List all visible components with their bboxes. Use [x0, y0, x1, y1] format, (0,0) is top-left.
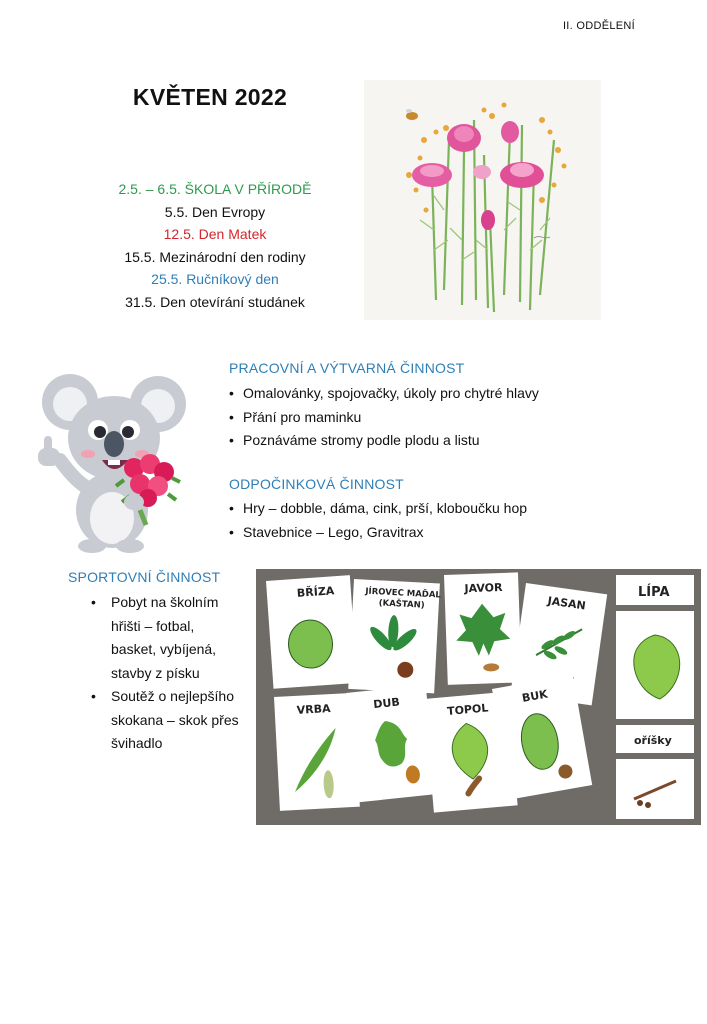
event-item: 25.5. Ručníkový den	[151, 271, 279, 287]
card-orisky	[616, 759, 694, 819]
list-item: • Přání pro maminku	[229, 406, 539, 430]
event-item: 2.5. – 6.5. ŠKOLA V PŘÍRODĚ	[118, 181, 312, 197]
card-javor	[444, 572, 522, 685]
card-vrba	[274, 693, 360, 811]
art-activities-list	[229, 382, 539, 453]
card-dub	[346, 685, 437, 803]
card-label: (KAŠTAN)	[378, 598, 425, 611]
list-item: • Soutěž o nejlepšího skokana – skok přes švihadlo	[89, 685, 239, 756]
list-item: • Pobyt na školním hřišti – fotbal, basket, vybíjená, stavby z písku	[89, 591, 239, 685]
events-list	[90, 178, 340, 313]
card-label: TOPOL	[446, 701, 489, 719]
flowers-watercolor-image	[364, 80, 601, 320]
department-label: II. ODDĚLENÍ	[562, 20, 635, 32]
section-title-sport: SPORTOVNÍ ČINNOST	[68, 569, 221, 585]
section-title-art: PRACOVNÍ A VÝTVARNÁ ČINNOST	[229, 360, 465, 376]
card-lipa	[616, 611, 694, 719]
list-item: • Omalovánky, spojovačky, úkoly pro chytré hlavy	[229, 382, 539, 406]
card-label: JASAN	[546, 594, 587, 613]
tree-cards-image	[256, 569, 701, 825]
card-kastan	[348, 579, 442, 693]
list-item: • Stavebnice – Lego, Gravitrax	[229, 521, 527, 545]
rest-activities-list	[229, 497, 527, 544]
page-title: KVĚTEN 2022	[132, 84, 288, 110]
event-item: 5.5. Den Evropy	[164, 203, 266, 220]
card-label: DUB	[372, 695, 401, 712]
card-label: JÍROVEC MAĎAL	[365, 586, 442, 601]
card-label: JAVOR	[464, 580, 503, 596]
event-item: 15.5. Mezinárodní den rodiny	[124, 248, 306, 265]
list-item: • Poznáváme stromy podle plodu a listu	[229, 429, 539, 453]
card-label: VRBA	[296, 702, 331, 717]
sport-activities-list	[89, 591, 239, 756]
flowers-illustration	[364, 80, 601, 320]
section-title-rest: ODPOČINKOVÁ ČINNOST	[229, 476, 404, 492]
card-briza	[266, 575, 357, 689]
card-lipa-title	[616, 575, 694, 605]
card-label: BUK	[520, 687, 549, 705]
card-label: LÍPA	[638, 585, 670, 600]
tree-cards-illustration	[256, 569, 701, 825]
card-label: oříšky	[634, 734, 672, 747]
card-label: BŘÍZA	[296, 584, 335, 600]
list-item: • Hry – dobble, dáma, cink, prší, kloboučku hop	[229, 497, 527, 521]
event-item: 31.5. Den otevírání studánek	[125, 293, 305, 310]
koala-illustration	[30, 360, 190, 555]
card-orisky-title	[616, 725, 694, 753]
event-item: 12.5. Den Matek	[163, 226, 267, 242]
